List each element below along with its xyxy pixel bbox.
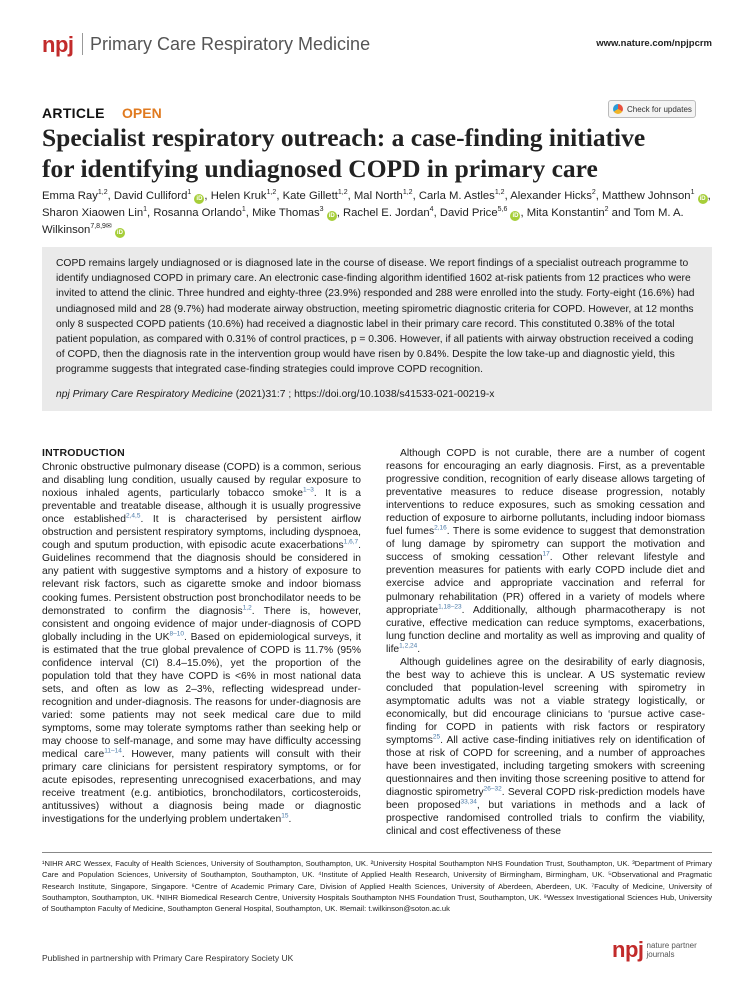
reference-link[interactable]: 25 (432, 733, 441, 741)
article-type-label: ARTICLE (42, 105, 105, 121)
section-heading-introduction: INTRODUCTION (42, 447, 125, 459)
citation-line (56, 389, 494, 400)
orcid-icon[interactable]: iD (699, 196, 706, 202)
author-name[interactable]: Tom M. A. Wilkinson (42, 207, 684, 236)
author-affiliation-sup: 1,2 (494, 189, 505, 197)
check-for-updates-button[interactable] (608, 100, 696, 118)
reference-link[interactable]: 11–14 (104, 747, 122, 755)
author-affiliation-sup: 2 (591, 189, 596, 197)
author-affiliation-sup: 1 (241, 206, 246, 214)
author-name[interactable]: Alexander Hicks (510, 190, 592, 202)
author-affiliation-sup: 1,2 (402, 189, 413, 197)
nature-partner-journals-logo[interactable] (612, 937, 697, 963)
footer-logo-text (647, 941, 697, 959)
abstract-text: COPD remains largely undiagnosed or is diagnosed late in the course of disease. We report findings of a specialist outreach programme to identify undiagnosed COPD in primary care. An electronic case-finding algorithm identified 1602 at-risk patients from 12 practices who were invited to attend the clinic. Three hundred and eighty-three (23.9%) responded and 288 were enrolled into the study. Forty-eight (16.6%) had undiagnosed mild and 28 (9.7%) had moderate airway obstruction, meeting spirometric diagnostic criteria for COPD. However, at 12 months only 8 suspected COPD patients (10.6%) had received a diagnostic label in their primary care record. This constituted 0.38% of the total patient population, as compared with 0.31% of control practices, p = 0.306. However, if all patients with airway obstruction received a coding of COPD, then the diagnosis rate in the intervention group would have risen by 0.84%. Despite the low take-up and diagnostic yield, this programme suggests that integrated case-finding strategies could improve COPD recognition. (56, 258, 695, 376)
journal-header (42, 28, 712, 58)
footer-logo-line-1: nature partner (646, 941, 697, 950)
author-name[interactable]: Helen Kruk (210, 190, 267, 202)
reference-link[interactable]: 15 (281, 812, 289, 820)
npj-logo[interactable]: npj (42, 32, 74, 57)
author-affiliation-sup: 7,8,9✉ (90, 223, 112, 231)
author-affiliation-sup: 3 (319, 206, 324, 214)
footer-logo-line-2: journals (646, 950, 675, 959)
column-left (42, 447, 361, 826)
citation-doi[interactable]: (2021)31:7 ; https://doi.org/10.1038/s41533-021-00219-x (232, 389, 495, 400)
author-affiliations: ¹NIHR ARC Wessex, Faculty of Health Sciences, University of Southampton, Southampton, UK. ²University Hospital Southampton NHS Foundation Trust, Southampton, UK. ³Department of Primary Care and Population Sciences, University of Southampton, Southampton, UK. ⁴Institute of Applied Health Research, University of Birmingham, Birmingham, UK. ⁵Observational and Pragmatic Research Institute, Singapore, Singapore. ⁶Centre of Academic Primary Care, Division of Applied Health Sciences, University of Aberdeen, Aberdeen, UK. ⁷Faculty of Medicine, University of Southampton, Southampton, UK. ⁸NIHR Biomedical Research Centre, University Hospitals Southampton NHS Foundation Trust, Southampton, UK. ⁹Wessex Investigational Sciences Hub, University of Southampton Faculty of Medicine, Southampton General Hospital, Southampton, UK. ✉email: t.wilkinson@soton.ac.uk (42, 859, 712, 914)
reference-link[interactable]: 2,16 (434, 524, 447, 532)
article-title: Specialist respiratory outreach: a case-finding initiative for identifying undiagnosed COPD in primary care (42, 123, 646, 183)
citation-journal: npj Primary Care Respiratory Medicine (56, 389, 233, 400)
column-right (386, 447, 705, 838)
author-list: Emma Ray$^{1,2}$, David Culliford$^1$ iD , Helen Kruk$^{1,2}$, Kate Gillett$^{1,2}$, Mal North$^{1,2}$, Carla M. Astles$^{1,2}$, Alexander Hicks$^2$, Matthew Johnson$^1$ iD , Sharon Xiaowen Lin$^1$, Rosanna Orlando$^1$, Mike Thomas$^3$ iD , Rachel E. Jordan$^4$, David Price$^{5,6}$ iD , Mita Konstantin$^2$ and Tom M. A. Wilkinson$^{7,8,9✉}$ iD (42, 189, 711, 236)
author-name[interactable]: Mita Konstantin (526, 207, 605, 219)
author-affiliation-sup: 1,2 (97, 189, 108, 197)
intro-paragraph-1: Chronic obstructive pulmonary disease (COPD) is a common, serious and disabling lung condition, usually caused by regular exposure to noxious inhaled agents, particularly tobacco smoke$^{1-3}$. It is a preventable and treatable disease, although it is usually progressive once established$^{2,4,5}$. It is characterised by persistent airflow obstruction and persistent respiratory symptoms, including dyspnoea, cough and sputum production, with episodic acute exacerbations$^{1,6,7}$. Guidelines recommend that the diagnosis should be considered in any patient with suggestive symptoms and a history of exposure to relevant risk factors, such as cigarette smoke and indoor biomass cooking fumes. Persistent obstruction post bronchodilator needs to be demonstrated to confirm the diagnosis$^{1,2}$. There is, however, consistent and ongoing evidence of major under-diagnosis of COPD globally including in the UK$^{8-10}$. Based on epidemiological surveys, it is estimated that the true global prevalence of COPD is 11.7% (95% confidence interval (CI) 8.4–15.0%), yet the proportion of the population told that they have COPD is <6% in most national data sets, and often as low as 2–3%, reflecting widespread under-recognition and under-diagnosis. The reasons for under-diagnosis are varied: some patients may not seek medical care due to mild symptoms, some may tolerate symptoms rather than seeking help or may choose to self-manage, and some may have difficulty accessing medical care$^{11-14}$. However, many patients will consult with their primary care clinicians for persistent respiratory symptoms, or for acute episodes, representing unrecognised exacerbations, and may receive treatment (e.g. antibiotics, bronchodilators, corticosteroids, antitussives) without a diagnosis being made or diagnostic investigations for the underlying problem undertaken$^{15}$. (42, 462, 361, 826)
author-name[interactable]: Sharon Xiaowen Lin (42, 207, 144, 219)
author-name[interactable]: Mal North (353, 190, 403, 202)
author-name[interactable]: David Price (439, 207, 498, 219)
author-name[interactable]: Mike Thomas (252, 207, 320, 219)
orcid-icon[interactable]: iD (196, 196, 203, 202)
author-affiliation-sup: 1 (143, 206, 148, 214)
reference-link[interactable]: 1–3 (302, 486, 314, 494)
reference-link[interactable]: 26–32 (483, 785, 502, 793)
intro-paragraph-2: Although COPD is not curable, there are a number of cogent reasons for encouraging an early diagnosis. First, as a preventable progressive condition, recognition of early disease allows targeting of preventative measures to reduce disease progression, notably interventions to reduce exposures, such as smoking cessation and reduction of exposure to airborne pollutants, including indoor biomass fuel fumes$^{2,16}$. There is some evidence to suggest that demonstration of lung damage by spirometry can support the motivation and success of smoking cessation$^{17}$. Other relevant lifestyle and prevention measures for patients with early COPD include diet and exercise advice and appropriate vaccination and referral for pulmonary rehabilitation (PR) offered in a variety of models where appropriate$^{1,18-23}$. Additionally, although pharmacotherapy is not curative, effective medication can reduce symptoms, exacerbations, lung function decline and mortality as well as improving and quality of life$^{1,2,24}$. (386, 448, 705, 655)
author-name[interactable]: Rosanna Orlando (153, 207, 242, 219)
abstract-box (42, 247, 712, 411)
partnership-note: Published in partnership with Primary Care Respiratory Society UK (42, 953, 294, 963)
orcid-icon[interactable]: iD (116, 230, 123, 236)
author-name[interactable]: Matthew Johnson (602, 190, 691, 202)
open-access-label: OPEN (122, 105, 162, 121)
reference-link[interactable]: 1,2 (242, 604, 252, 612)
author-affiliation-sup: 2 (604, 206, 609, 214)
reference-link[interactable]: 1,18–23 (438, 603, 462, 611)
reference-link[interactable]: 8–10 (169, 630, 184, 638)
author-name[interactable]: Rachel E. Jordan (342, 207, 430, 219)
author-affiliation-sup: 1 (187, 189, 192, 197)
journal-name[interactable]: Primary Care Respiratory Medicine (90, 34, 371, 54)
reference-link[interactable]: 17 (542, 550, 550, 558)
author-name[interactable]: David Culliford (113, 190, 188, 202)
author-affiliation-sup: 1 (690, 189, 695, 197)
author-name[interactable]: Emma Ray (42, 190, 98, 202)
author-affiliation-sup: 1,2 (266, 189, 277, 197)
author-affiliation-sup: 4 (429, 206, 434, 214)
author-name[interactable]: Kate Gillett (282, 190, 338, 202)
check-updates-label: Check for updates (627, 104, 692, 114)
crossmark-icon (613, 104, 623, 114)
reference-link[interactable]: 1,2,24 (399, 642, 418, 650)
orcid-icon[interactable]: iD (512, 213, 519, 219)
journal-url-link[interactable]: www.nature.com/npjpcrm (596, 38, 712, 49)
footer-npj-logo: npj (612, 937, 644, 962)
reference-link[interactable]: 1,6,7 (343, 538, 359, 546)
intro-paragraph-3: Although guidelines agree on the desirability of early diagnosis, the best way to achieve this is unclear. A US systematic review concluded that population-level screening with spirometry in asymptomatic adults was not a viable strategy logistically, or economically, but did encourage clinicians to ‘pursue active case-finding for COPD in patients with risk factors or respiratory symptoms$^{25}$. All active case-finding initiatives rely on identification of those at risk of COPD for screening, and a number of approaches have been investigated, including targeting smokers with screening questionnaires and then inviting those screening positive to attend for diagnostic spirometry$^{26-32}$. Several COPD risk-prediction models have been proposed$^{33,34}$, but variations in methods and a lack of prospective randomised controlled trials to confirm the viability, clinical and cost effectiveness of these (386, 656, 705, 838)
reference-link[interactable]: 2,4,5 (126, 512, 141, 520)
author-affiliation-sup: 1,2 (337, 189, 348, 197)
reference-link[interactable]: 33,34 (460, 798, 477, 806)
footnote-divider (42, 852, 712, 853)
header-divider (82, 33, 83, 55)
orcid-icon[interactable]: iD (328, 213, 335, 219)
author-affiliation-sup: 5,6 (497, 206, 508, 214)
author-name[interactable]: Carla M. Astles (418, 190, 495, 202)
